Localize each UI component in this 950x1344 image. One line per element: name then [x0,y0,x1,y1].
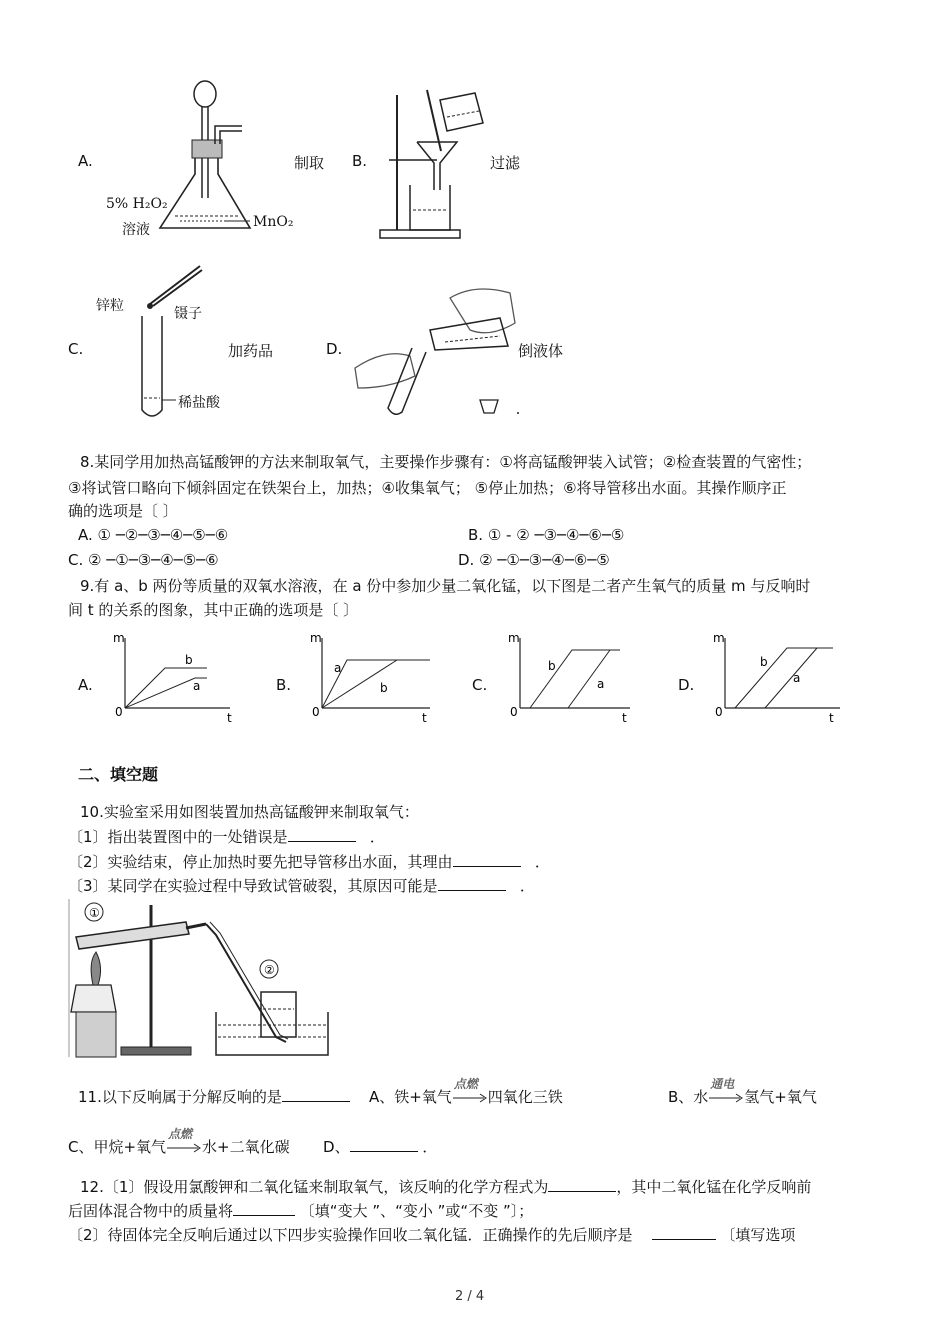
q12-blank-2[interactable] [233,1201,295,1216]
graph-b-xlabel: t [422,711,427,725]
q12-blank-3[interactable] [652,1225,716,1240]
graph-d-origin: 0 [715,705,723,719]
q12-line3-b: 〔填写选项 [720,1226,796,1244]
label-dilute-hcl: 稀盐酸 [178,395,220,411]
q10-part3-end: ． [519,877,535,895]
graph-c-origin: 0 [510,705,518,719]
option-d-letter: D. [326,340,343,358]
q10-part3-text: 〔3〕某同学在实验过程中导致试管破裂，其原因可能是 [68,877,438,895]
q12-line3-a: 〔2〕待固体完全反响后通过以下四步实验操作回收二氧化锰．正确操作的先后顺序是 [68,1226,633,1244]
q9-line1: 9.有 a、b 两份等质量的双氧水溶液，在 a 份中参加少量二氧化锰，以下图是二者产生氧气的质量 m 与反响时 [80,577,811,595]
test-tube-figure [130,260,210,425]
q11-line2 [68,1126,438,1157]
graph-a-xlabel: t [227,711,232,725]
q8-option-c: C. ② ─①─③─④─⑤─⑥ [68,551,219,569]
q9-line2: 间 t 的关系的图象，其中正确的选项是〔 〕 [68,601,359,619]
q8-option-b: B. ① - ② ─③─④─⑥─⑤ [468,526,625,544]
q8-line1: 8.某同学用加热高锰酸钾的方法来制取氧气，主要操作步骤有：①将高锰酸钾装入试管；②检查装置的气密性； [80,453,812,471]
q11-stem: 11.以下反响属于分解反响的是 [78,1088,282,1106]
q11-b-arrow [708,1076,744,1106]
q8-option-a: A. ① ─②─③─④─⑤─⑥ [78,526,229,544]
graph-b-ylabel: m [310,631,322,645]
q8-option-d: D. ② ─①─③─④─⑥─⑤ [458,551,610,569]
graph-d-ylabel: m [713,631,725,645]
q11-blank[interactable] [282,1087,350,1102]
arrow-icon [166,1142,202,1154]
graph-d-label-b: b [760,655,768,669]
graph-a-ylabel: m [113,631,125,645]
graph-c-line-b [530,650,620,708]
option-a-caption: 制取 [294,154,325,172]
q11-c-arrow [166,1126,202,1156]
graph-a-origin: 0 [115,705,123,719]
section-title: 二、填空题 [78,765,159,784]
option-a-letter: A. [78,152,93,170]
q12-line2-a: 后固体混合物中的质量将 [68,1202,234,1220]
q10-part2-text: 〔2〕实验结束，停止加热时要先把导管移出水面，其理由 [68,853,453,871]
graph-d [705,630,845,725]
q10-part2 [68,852,550,872]
graph-a-label-a: a [193,679,201,693]
graph-c-label-a: a [597,677,605,691]
q11-a-right: 四氧化三铁 [487,1088,563,1106]
graph-d-label-a: a [793,671,801,685]
q10-part1-end: ． [369,828,385,846]
option-b-letter: B. [352,152,368,170]
q10-part3-blank[interactable] [438,876,506,891]
q11-d-left: D、 [323,1138,350,1156]
q11-c-cond: 点燃 [168,1126,193,1141]
q10-part1-blank[interactable] [288,827,356,842]
q9-option-c: C. [472,676,488,694]
page-number: 2 / 4 [455,1289,485,1304]
q12-line3 [68,1225,795,1245]
graph-b-label-b: b [380,681,388,695]
q11-option-b [668,1076,817,1107]
q10-part1 [68,827,385,847]
arrow-icon [452,1092,488,1104]
q11-d-end: ． [422,1138,438,1156]
graph-a-label-b: b [185,653,193,667]
graph-c-label-b: b [548,659,556,673]
option-c-caption: 加药品 [228,342,274,360]
q10-part2-end: ． [534,853,550,871]
filtration-figure [375,85,485,245]
label-tweezers: 镊子 [174,306,202,322]
q8-line2: ③将试管口略向下倾斜固定在铁架台上，加热；④收集氧气； ⑤停止加热；⑥将导管移出水面。其操作顺序正 [68,479,787,497]
q10-part1-text: 〔1〕指出装置图中的一处错误是 [68,828,288,846]
q11-line1 [78,1076,563,1107]
q12-line2 [68,1201,533,1221]
q9-option-d: D. [678,676,695,694]
graph-b-label-a: a [334,661,342,675]
q8-line3: 确的选项是〔 〕 [68,502,178,520]
apparatus-label-1: ① [89,906,100,920]
q12-line1-a: 12.〔1〕假设用氯酸钾和二氧化锰来制取氧气，该反响的化学方程式为 [80,1178,549,1196]
q11-c-right: 水+二氧化碳 [202,1138,290,1156]
q11-b-cond: 通电 [710,1076,735,1091]
graph-b-origin: 0 [312,705,320,719]
q12-blank-1[interactable] [548,1177,616,1192]
q9-option-b: B. [276,676,292,694]
q11-b-right: 氢气+氧气 [744,1088,817,1106]
q11-d-blank[interactable] [350,1137,418,1152]
pouring-liquid-figure [350,278,525,423]
label-mno2: MnO₂ [253,214,294,230]
kmno4-apparatus-figure [66,897,331,1062]
graph-c-ylabel: m [508,631,520,645]
q11-a-cond: 点燃 [453,1076,478,1091]
graph-c-xlabel: t [622,711,627,725]
q10-stem: 10.实验室采用如图装置加热高锰酸钾来制取氧气： [80,803,419,821]
q11-c-left: C、甲烷+氧气 [68,1138,167,1156]
graph-d-line-b [735,648,833,708]
graph-b [302,630,437,725]
option-d-caption: 倒液体 [518,342,564,360]
arrow-icon [708,1092,744,1104]
apparatus-label-2: ② [264,963,275,977]
q10-part2-blank[interactable] [453,852,521,867]
q11-a-left: A、铁+氧气 [368,1088,452,1106]
q9-option-a: A. [78,676,93,694]
label-solution: 溶液 [122,222,150,238]
graph-c [500,630,635,725]
label-h2o2-conc: 5% H₂O₂ [106,196,168,212]
q12-line1 [80,1177,811,1197]
graph-d-line-a [765,648,817,708]
label-zinc: 锌粒 [96,298,124,314]
option-c-letter: C. [68,340,84,358]
q10-part3 [68,876,535,896]
graph-d-xlabel: t [829,711,834,725]
q12-line1-b: ，其中二氧化锰在化学反响前 [616,1178,812,1196]
q12-line2-b: 〔填“变大 ”、“变小 ”或“不变 ”〕； [299,1202,534,1220]
q11-a-arrow [452,1076,488,1106]
option-b-caption: 过滤 [490,154,521,172]
q11-b-left: B、水 [668,1088,709,1106]
graph-a [105,630,235,725]
